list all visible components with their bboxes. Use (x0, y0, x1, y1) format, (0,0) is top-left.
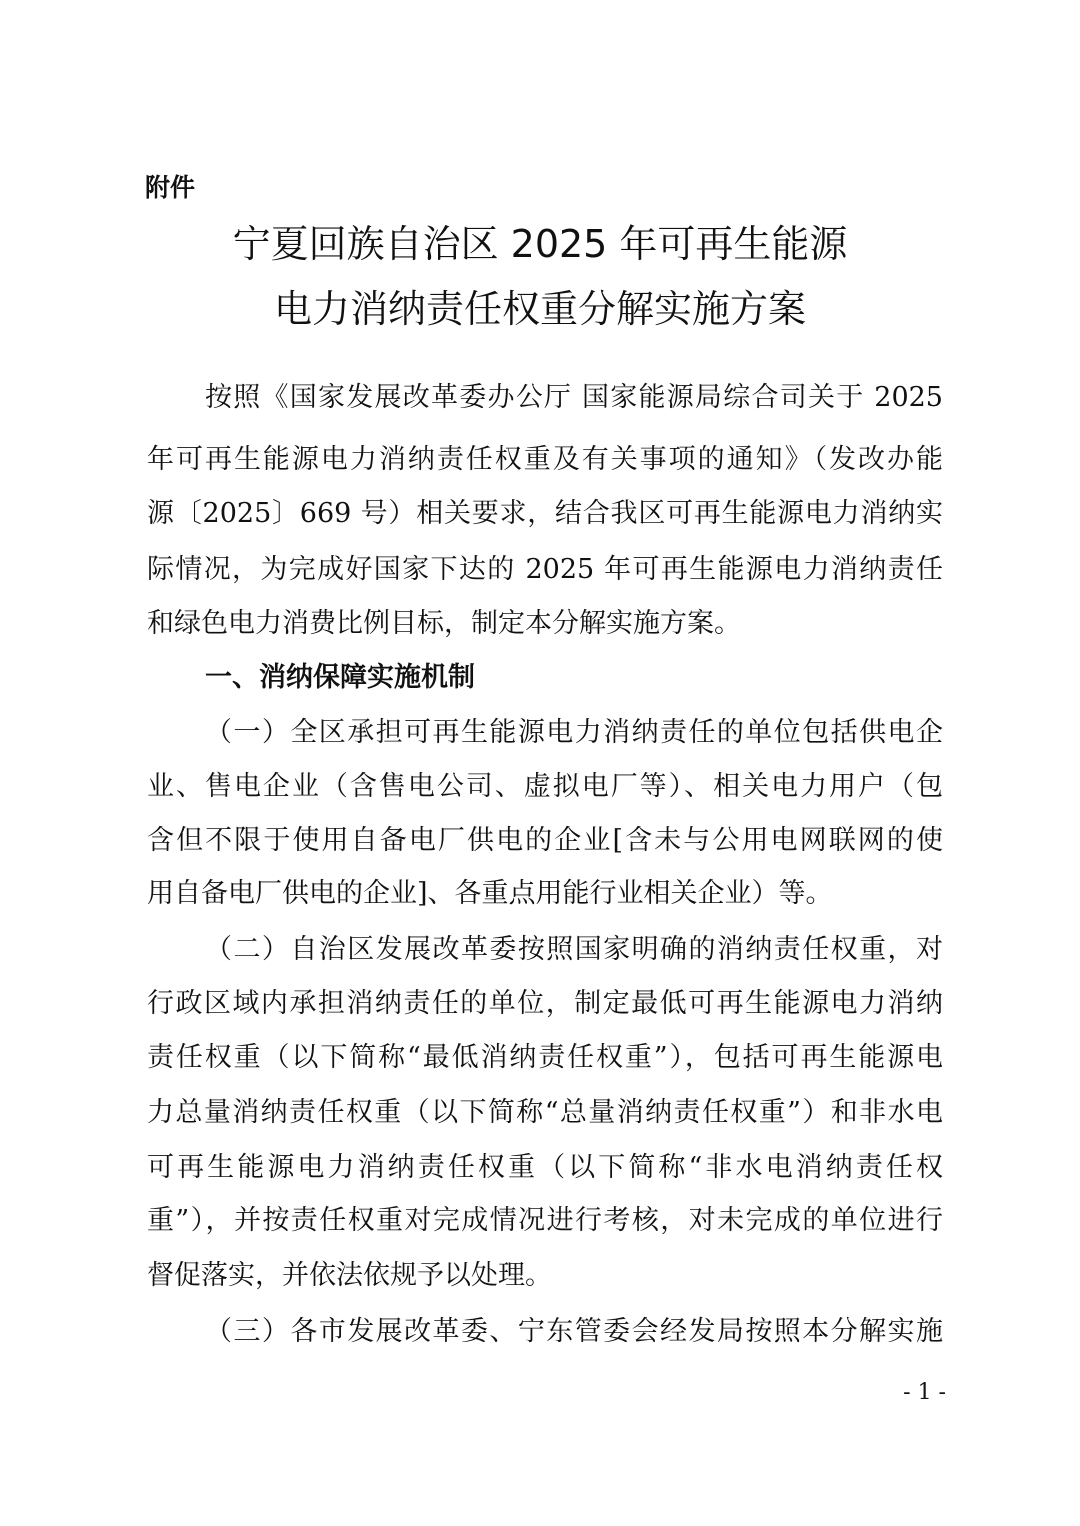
intro-line-5: 和绿色电力消费比例目标，制定本分解实施方案。 (147, 608, 741, 639)
item-2-line-1: （二）自治区发展改革委按照国家明确的消纳责任权重，对 (205, 934, 943, 965)
intro-line-4: 际情况，为完成好国家下达的 2025 年可再生能源电力消纳责任 (147, 554, 943, 585)
item-2-line-6: 重”），并按责任权重对完成情况进行考核，对未完成的单位进行 (147, 1205, 943, 1236)
intro-line-2: 年可再生能源电力消纳责任权重及有关事项的通知》（发改办能 (147, 444, 943, 475)
item-1-line-2: 业、售电企业（含售电公司、虚拟电厂等）、相关电力用户（包 (147, 771, 943, 802)
item-2-line-2: 行政区域内承担消纳责任的单位，制定最低可再生能源电力消纳 (147, 988, 943, 1019)
item-3-line-1: （三）各市发展改革委、宁东管委会经发局按照本分解实施 (205, 1316, 943, 1347)
intro-line-3: 源〔2025〕669 号）相关要求，结合我区可再生能源电力消纳实 (147, 498, 943, 529)
item-1-line-3: 含但不限于使用自备电厂供电的企业[含未与公用电网联网的使 (147, 825, 943, 856)
intro-line-1: 按照《国家发展改革委办公厅 国家能源局综合司关于 2025 (205, 382, 943, 413)
item-1-line-1: （一）全区承担可再生能源电力消纳责任的单位包括供电企 (205, 717, 943, 748)
item-2-line-3: 责任权重（以下简称“最低消纳责任权重”），包括可再生能源电 (147, 1042, 943, 1073)
document-title-line-2: 电力消纳责任权重分解实施方案 (273, 287, 806, 331)
item-1-line-4: 用自备电厂供电的企业]、各重点用能行业相关企业）等。 (147, 878, 833, 909)
document-title-line-1: 宁夏回族自治区 2025 年可再生能源 (232, 222, 848, 266)
section-heading: 一、消纳保障实施机制 (205, 662, 475, 693)
page-number: - 1 - (903, 1380, 946, 1405)
item-2-line-7: 督促落实，并依法依规予以处理。 (147, 1260, 552, 1291)
item-2-line-4: 力总量消纳责任权重（以下简称“总量消纳责任权重”）和非水电 (147, 1097, 943, 1128)
item-2-line-5: 可再生能源电力消纳责任权重（以下简称“非水电消纳责任权 (147, 1152, 943, 1183)
attachment-label: 附件 (145, 173, 196, 202)
